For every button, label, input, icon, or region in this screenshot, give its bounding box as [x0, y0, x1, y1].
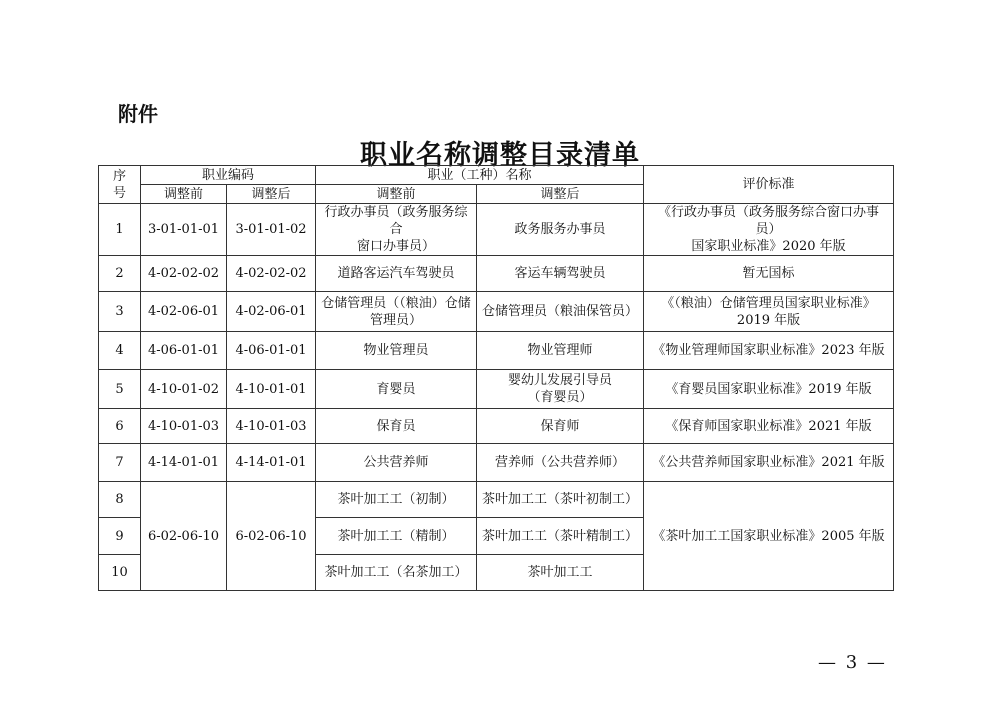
name-after-cell-line: 营养师（公共营养师）: [495, 455, 626, 470]
name-after-cell: 茶叶加工工: [477, 555, 644, 591]
name-after-cell: 茶叶加工工（茶叶初制工）: [477, 482, 644, 518]
code-before-cell: 4-14-01-01: [141, 444, 227, 482]
name-after-cell: 茶叶加工工（茶叶精制工）: [477, 518, 644, 555]
name-after-cell: [477, 332, 644, 370]
name-after-cell: [477, 409, 644, 444]
name-after-cell-line: 仓储管理员（粮油保管员）: [482, 304, 639, 319]
code-before-cell: 4-10-01-03: [141, 409, 227, 444]
code-before-cell: 6-02-06-10: [141, 482, 227, 591]
name-after-cell-line: 保育师: [540, 418, 580, 434]
standard-cell: 《茶叶加工工国家职业标准》2005 年版: [644, 482, 894, 591]
name-after-cell-line: 物业管理师: [527, 343, 593, 358]
code-after-cell: 4-06-01-01: [227, 332, 316, 370]
name-before-cell: [316, 370, 477, 409]
seq-header: [99, 166, 141, 204]
code-before-header: 调整前: [141, 185, 227, 204]
name-before-cell-line: 窗口办事员）: [357, 239, 436, 254]
seq-cell: 2: [99, 256, 141, 292]
name-before-cell-line: 仓储管理员（（粮油）仓储: [321, 295, 471, 311]
name-before-cell: [316, 204, 477, 256]
seq-cell: 3: [99, 292, 141, 332]
seq-cell: 5: [99, 370, 141, 409]
standard-cell-line: 《育婴员国家职业标准》2019 年版: [665, 381, 872, 397]
name-after-cell-line: 客运车辆驾驶员: [514, 266, 606, 281]
code-after-cell: 4-10-01-03: [227, 409, 316, 444]
seq-cell: 1: [99, 204, 141, 256]
standard-cell-line: 《公共营养师国家职业标准》2021 年版: [652, 455, 885, 470]
code-after-cell: 4-02-06-01: [227, 292, 316, 332]
table-row: [99, 482, 894, 518]
code-after-header: 调整后: [227, 185, 316, 204]
seq-cell: 7: [99, 444, 141, 482]
table-body: [99, 204, 894, 591]
seq-header-line2: 号: [112, 185, 126, 201]
code-after-cell: 4-10-01-01: [227, 370, 316, 409]
name-before-cell-line: 保育员: [376, 418, 416, 434]
table-row: [99, 332, 894, 370]
code-before-cell: 4-02-06-01: [141, 292, 227, 332]
name-after-cell: [477, 292, 644, 332]
standard-cell-line: 暂无国标: [742, 266, 795, 281]
name-before-cell-line: 道路客运汽车驾驶员: [337, 266, 455, 281]
table-row: [99, 204, 894, 256]
code-before-cell: 4-10-01-02: [141, 370, 227, 409]
occupation-table: [98, 165, 894, 591]
name-after-cell-line: （育婴员）: [527, 390, 593, 405]
name-after-cell-line: 婴幼儿发展引导员: [508, 373, 613, 388]
name-after-cell: [477, 370, 644, 409]
name-after-cell: [477, 204, 644, 256]
table-row: [99, 370, 894, 409]
name-before-cell-line: 管理员）: [370, 312, 423, 328]
name-before-cell: [316, 409, 477, 444]
standard-cell-line: 《保育师国家职业标准》2021 年版: [665, 418, 872, 434]
name-after-cell-line: 政务服务办事员: [514, 222, 606, 237]
seq-cell: 8: [99, 482, 141, 518]
code-before-cell: 4-06-01-01: [141, 332, 227, 370]
name-after-cell: [477, 256, 644, 292]
name-before-cell: [316, 292, 477, 332]
seq-cell: 10: [99, 555, 141, 591]
code-before-cell: 4-02-02-02: [141, 256, 227, 292]
standard-cell-line: 《（粮油）仓储管理员国家职业标准》: [661, 295, 876, 311]
standard-cell: [644, 370, 894, 409]
name-before-cell: [316, 444, 477, 482]
standard-cell-line: 《物业管理师国家职业标准》2023 年版: [652, 343, 885, 358]
seq-cell: 4: [99, 332, 141, 370]
name-group-header: 职业（工种）名称: [316, 166, 644, 185]
standard-cell: [644, 204, 894, 256]
page-title: 职业名称调整目录清单: [360, 140, 640, 171]
name-before-cell-line: 物业管理员: [363, 343, 429, 358]
standard-header: 评价标准: [644, 166, 894, 204]
name-before-cell: 茶叶加工工（初制）: [316, 482, 477, 518]
standard-cell: [644, 409, 894, 444]
name-before-cell-line: 公共营养师: [363, 455, 429, 470]
standard-cell: [644, 444, 894, 482]
code-after-cell: 6-02-06-10: [227, 482, 316, 591]
name-after-cell: [477, 444, 644, 482]
standard-cell: [644, 256, 894, 292]
standard-cell-line: 2019 年版: [736, 312, 801, 328]
seq-cell: 9: [99, 518, 141, 555]
code-group-header: 职业编码: [141, 166, 316, 185]
code-after-cell: 3-01-01-02: [227, 204, 316, 256]
name-before-cell-line: 育婴员: [376, 381, 416, 397]
page-number: — 3 —: [818, 652, 887, 673]
standard-cell: [644, 292, 894, 332]
seq-cell: 6: [99, 409, 141, 444]
name-before-cell: 茶叶加工工（名茶加工）: [316, 555, 477, 591]
name-before-cell: [316, 332, 477, 370]
seq-header-line1: 序: [112, 168, 126, 184]
standard-cell-line: 《行政办事员（政务服务综合窗口办事员）: [658, 205, 880, 237]
code-after-cell: 4-14-01-01: [227, 444, 316, 482]
table-row: [99, 444, 894, 482]
table-row: [99, 409, 894, 444]
name-before-cell: [316, 256, 477, 292]
code-before-cell: 3-01-01-01: [141, 204, 227, 256]
standard-cell-line: 国家职业标准》2020 年版: [691, 239, 846, 254]
table-row: [99, 292, 894, 332]
name-before-cell-line: 行政办事员（政务服务综合: [324, 205, 468, 237]
standard-cell: [644, 332, 894, 370]
name-after-header: 调整后: [477, 185, 644, 204]
code-after-cell: 4-02-02-02: [227, 256, 316, 292]
name-before-cell: 茶叶加工工（精制）: [316, 518, 477, 555]
name-before-header: 调整前: [316, 185, 477, 204]
table-row: [99, 256, 894, 292]
attachment-label: 附件: [118, 102, 158, 126]
